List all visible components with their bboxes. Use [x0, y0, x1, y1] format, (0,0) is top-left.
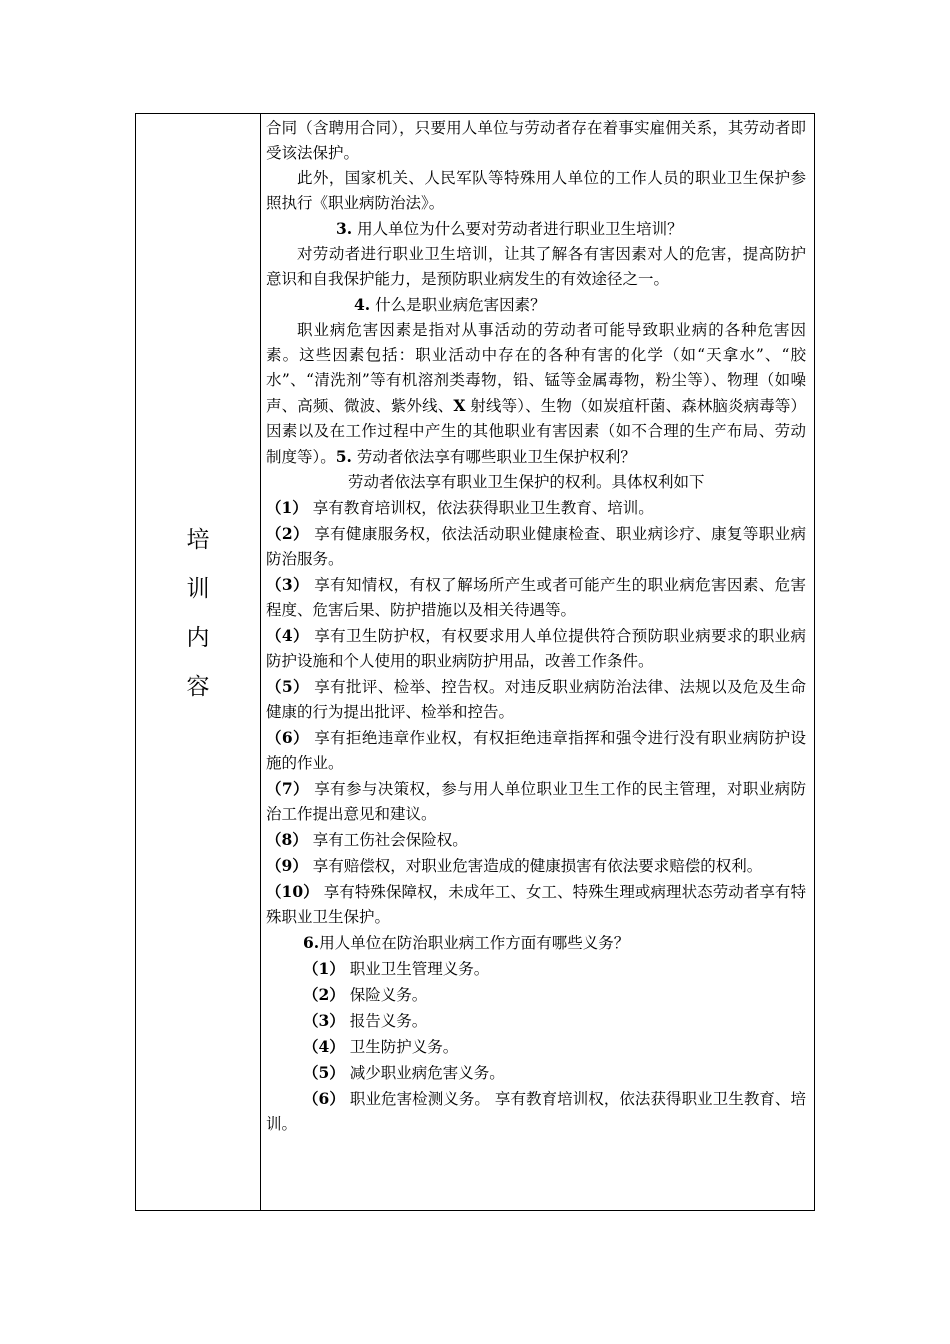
list-item: （1） 职业卫生管理义务。 — [303, 959, 490, 978]
label-char: 容 — [186, 674, 210, 700]
list-item: （2） 享有健康服务权，依法活动职业健康检查、职业病诊疗、康复等职业病防治服务。 — [266, 524, 806, 568]
paragraph: 劳动者依法享有职业卫生保护的权利。具体权利如下 — [348, 473, 705, 491]
label-char: 内 — [186, 625, 210, 651]
paragraph: 此外，国家机关、人民军队等特殊用人单位的工作人员的职业卫生保护参照执行《职业病防治法》。 — [266, 169, 806, 212]
list-item: （10） 享有特殊保障权，未成年工、女工、特殊生理或病理状态劳动者享有特殊职业卫生保护。 — [266, 882, 806, 926]
question-number: 5. — [335, 447, 352, 466]
question-number: 6. — [303, 933, 320, 952]
row-label-cell — [136, 114, 261, 1210]
list-item: （6） 享有拒绝违章作业权，有权拒绝违章指挥和强令进行没有职业病防护设施的作业。 — [266, 728, 806, 772]
label-char: 训 — [186, 576, 210, 602]
list-item: （3） 享有知情权，有权了解场所产生或者可能产生的职业病危害因素、危害程度、危害后果、防护措施以及相关待遇等。 — [266, 575, 806, 619]
list-item: （9） 享有赔偿权，对职业危害造成的健康损害有依法要求赔偿的权利。 — [266, 856, 763, 875]
list-item: （2） 保险义务。 — [303, 985, 428, 1004]
list-item: （1） 享有教育培训权，依法获得职业卫生教育、培训。 — [266, 498, 654, 517]
question-heading: 劳动者依法享有哪些职业卫生保护权利？ — [351, 448, 636, 466]
list-item: （4） 卫生防护义务。 — [303, 1037, 459, 1056]
list-item: （3） 报告义务。 — [303, 1011, 428, 1030]
question-number: 3. — [336, 219, 353, 238]
list-item: （8） 享有工伤社会保险权。 — [266, 830, 468, 849]
question-heading: 3. 用人单位为什么要对劳动者进行职业卫生培训？ — [336, 219, 683, 238]
list-item: （5） 减少职业病危害义务。 — [303, 1063, 505, 1082]
list-item: （7） 享有参与决策权，参与用人单位职业卫生工作的民主管理，对职业病防治工作提出意见和建议。 — [266, 779, 806, 823]
content-cell — [261, 114, 814, 1210]
list-item: （4） 享有卫生防护权，有权要求用人单位提供符合预防职业病要求的职业病防护设施和个人使用的职业病防护用品，改善工作条件。 — [266, 626, 806, 670]
question-heading: 6.用人单位在防治职业病工作方面有哪些义务？ — [303, 933, 630, 952]
list-item: （6） 职业危害检测义务。 享有教育培训权，依法获得职业卫生教育、培训。 — [266, 1089, 806, 1133]
paragraph: 职业病危害因素是指对从事活动的劳动者可能导致职业病的各种危害因素。这些因素包括：职业活动中存在的各种有害的化学（如“天拿水”、“胶水”、“清洗剂”等有机溶剂类毒物，铅、锰等金属毒物，粉尘等）、物理（如噪声、高频、微波、紫外线、X 射线等）、生物（如炭疽杆菌、森林脑炎病毒等）因素以及在工作过程中产生的其他职业有害因素（如不合理的生产布局、劳动制度等）。5. 劳动者依法享有哪些职业卫生保护权利？ — [266, 321, 806, 466]
training-content-table — [135, 113, 815, 1211]
label-char: 培 — [186, 527, 210, 553]
list-item: （5） 享有批评、检举、控告权。对违反职业病防治法律、法规以及危及生命健康的行为提出批评、检举和控告。 — [266, 677, 806, 721]
paragraph: 合同（含聘用合同），只要用人单位与劳动者存在着事实雇佣关系，其劳动者即受该法保护。 — [266, 119, 806, 162]
question-heading: 4. 什么是职业病危害因素？ — [354, 295, 546, 314]
question-number: 4. — [354, 295, 371, 314]
paragraph: 对劳动者进行职业卫生培训，让其了解各有害因素对人的危害，提高防护意识和自我保护能力，是预防职业病发生的有效途径之一。 — [266, 245, 806, 288]
